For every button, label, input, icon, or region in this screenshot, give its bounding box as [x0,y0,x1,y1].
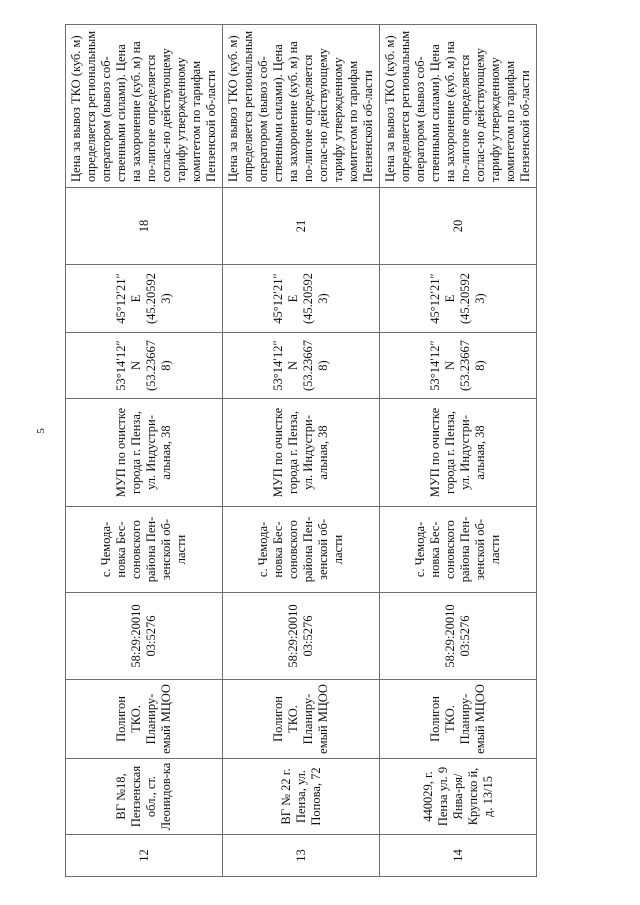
longitude: 45°12′21″ E (45.20592 3) [66,265,223,333]
cadastral-number: 58:29:20010 03:5276 [223,593,380,680]
cadastral-number: 58:29:20010 03:5276 [66,593,223,680]
distance: 20 [380,188,537,265]
source-address: 440029, г. Пенза ул. 9 Янва-ря/Крупско й, д. 13/15 [380,759,537,835]
price-note: Цена за вывоз ТКО (куб. м) определяется региональным оператором (вывоз соб-ственными силами). Цена на захоронение (куб. м) на по-лигоне определяется соглас-но действующему тарифу утвержденному комитетом по тарифам Пензенской об-ласти [223,25,380,188]
longitude: 45°12′21″ E (45.20592 3) [223,265,380,333]
price-note: Цена за вывоз ТКО (куб. м) определяется региональным оператором (вывоз соб-ственными силами). Цена на захоронение (куб. м) на по-лигоне определяется соглас-но действующему тарифу утвержденному комитетом по тарифам Пензенской об-ласти [66,25,223,188]
waste-facilities-table [65,24,537,877]
latitude: 53°14′12″ N (53.23667 8) [66,333,223,399]
table-body [66,25,537,877]
latitude: 53°14′12″ N (53.23667 8) [223,333,380,399]
facility-location: с. Чемода-новка Бес-соновского района Пен-зенской об-ласти [223,507,380,593]
facility-type: Полигон ТКО. Планиру-емый МЦОО [223,680,380,759]
table-row [223,25,380,877]
distance: 21 [223,188,380,265]
rotated-table-container [65,25,565,877]
page-number: 5 [34,428,47,434]
operator: МУП по очистке города г. Пенза, ул. Индустри-альная, 38 [380,399,537,507]
facility-type: Полигон ТКО. Планиру-емый МЦОО [66,680,223,759]
facility-location: с. Чемода-новка Бес-соновского района Пен-зенской об-ласти [66,507,223,593]
distance: 18 [66,188,223,265]
row-number: 12 [66,835,223,877]
price-note: Цена за вывоз ТКО (куб. м) определяется региональным оператором (вывоз соб-ственными силами). Цена на захоронение (куб. м) на по-лигоне определяется соглас-но действующему тарифу утвержденному комитетом по тарифам Пензенской об-ласти [380,25,537,188]
cadastral-number: 58:29:20010 03:5276 [380,593,537,680]
facility-location: с. Чемода-новка Бес-соновского района Пен-зенской об-ласти [380,507,537,593]
latitude: 53°14′12″ N (53.23667 8) [380,333,537,399]
source-address: ВГ № 22 г. Пенза, ул. Попова, 72 [223,759,380,835]
row-number: 13 [223,835,380,877]
table-row [380,25,537,877]
longitude: 45°12′21″ E (45.20592 3) [380,265,537,333]
table-row [66,25,223,877]
source-address: ВГ №18, Пензенская обл., ст. Леонидов-ка [66,759,223,835]
operator: МУП по очистке города г. Пенза, ул. Индустри-альная, 38 [66,399,223,507]
facility-type: Полигон ТКО. Планиру-емый МЦОО [380,680,537,759]
row-number: 14 [380,835,537,877]
operator: МУП по очистке города г. Пенза, ул. Индустри-альная, 38 [223,399,380,507]
